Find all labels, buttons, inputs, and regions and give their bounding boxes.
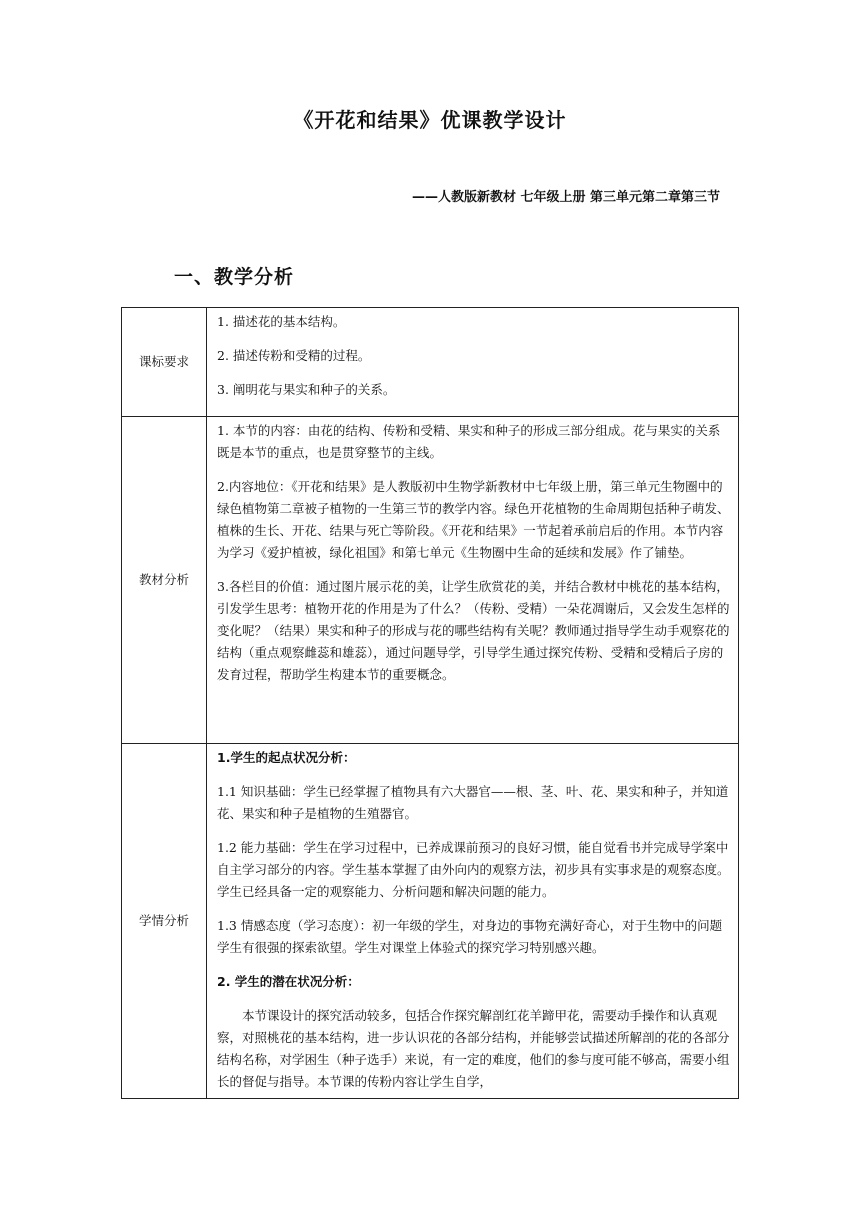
table-row — [122, 308, 739, 417]
row-label-textbook: 教材分析 — [122, 417, 207, 744]
section-heading: 一、教学分析 — [174, 266, 295, 288]
paragraph: 本节课设计的探究活动较多，包括合作探究解剖红花羊蹄甲花，需要动手操作和认真观察，对照桃花的基本结构，进一步认识花的各部分结构，并能够尝试描述所解剖的花的各部分结构名称，对学困生（种子选手）来说，有一定的难度，他们的参与度可能不够高，需要小组长的督促与指导。本节课的传粉内容让学生自学， — [217, 1008, 730, 1089]
subheading: 1.学生的起点状况分析： — [217, 750, 356, 765]
student-content-body — [217, 744, 732, 1093]
list-item: 3. 阐明花与果实和种子的关系。 — [217, 382, 396, 397]
table-row — [122, 744, 739, 1099]
paragraph: 2.内容地位：《开花和结果》是人教版初中生物学新教材中七年级上册，第三单元生物圈中的绿色植物第二章被子植物的一生第三节的教学内容。绿色开花植物的生命周期包括种子萌发、植株的生长、开花、结果与死亡等阶段。《开花和结果》一节起着承前启后的作用。本节内容为学习《爱护植被，绿化祖国》和第七单元《生物圈中生命的延续和发展》作了铺垫。 — [217, 479, 730, 560]
paragraph: 3.各栏目的价值：通过图片展示花的美，让学生欣赏花的美，并结合教材中桃花的基本结构，引发学生思考：植物开花的作用是为了什么？（传粉、受精）一朵花凋谢后，又会发生怎样的变化呢？（结果）果实和种子的形成与花的哪些结构有关呢？教师通过指导学生动手观察花的结构（重点观察雌蕊和雄蕊），通过问题导学，引导学生通过探究传粉、受精和受精后子房的发育过程，帮助学生构建本节的重要概念。 — [217, 579, 730, 682]
paragraph: 1. 本节的内容：由花的结构、传粉和受精、果实和种子的形成三部分组成。花与果实的关系既是本节的重点，也是贯穿整节的主线。 — [217, 423, 721, 460]
teaching-analysis-table — [121, 307, 739, 1099]
list-item: 2. 描述传粉和受精的过程。 — [217, 348, 371, 363]
textbook-content — [207, 417, 739, 744]
document-title: 《开花和结果》优课教学设计 — [293, 108, 567, 132]
paragraph: 1.2 能力基础：学生在学习过程中，已养成课前预习的良好习惯，能自觉看书并完成导学案中自主学习部分的内容。学生基本掌握了由外向内的观察方法，初步具有实事求是的观察态度。学生已经具备一定的观察能力、分析问题和解决问题的能力。 — [217, 840, 730, 899]
table-row — [122, 417, 739, 744]
curriculum-content — [207, 308, 739, 417]
row-label-curriculum: 课标要求 — [122, 308, 207, 417]
list-item: 1. 描述花的基本结构。 — [217, 314, 346, 329]
student-content — [207, 744, 739, 1099]
row-label-student: 学情分析 — [122, 744, 207, 1099]
document-subtitle: ——人教版新教材 七年级上册 第三单元第二章第三节 — [411, 190, 720, 205]
paragraph: 1.1 知识基础：学生已经掌握了植物具有六大器官——根、茎、叶、花、果实和种子，并知道花、果实和种子是植物的生殖器官。 — [217, 784, 729, 821]
paragraph: 1.3 情感态度（学习态度）：初一年级的学生，对身边的事物充满好奇心，对于生物中的问题学生有很强的探索欲望。学生对课堂上体验式的探究学习特别感兴趣。 — [217, 918, 723, 955]
subheading: 2. 学生的潜在状况分析： — [217, 974, 360, 989]
